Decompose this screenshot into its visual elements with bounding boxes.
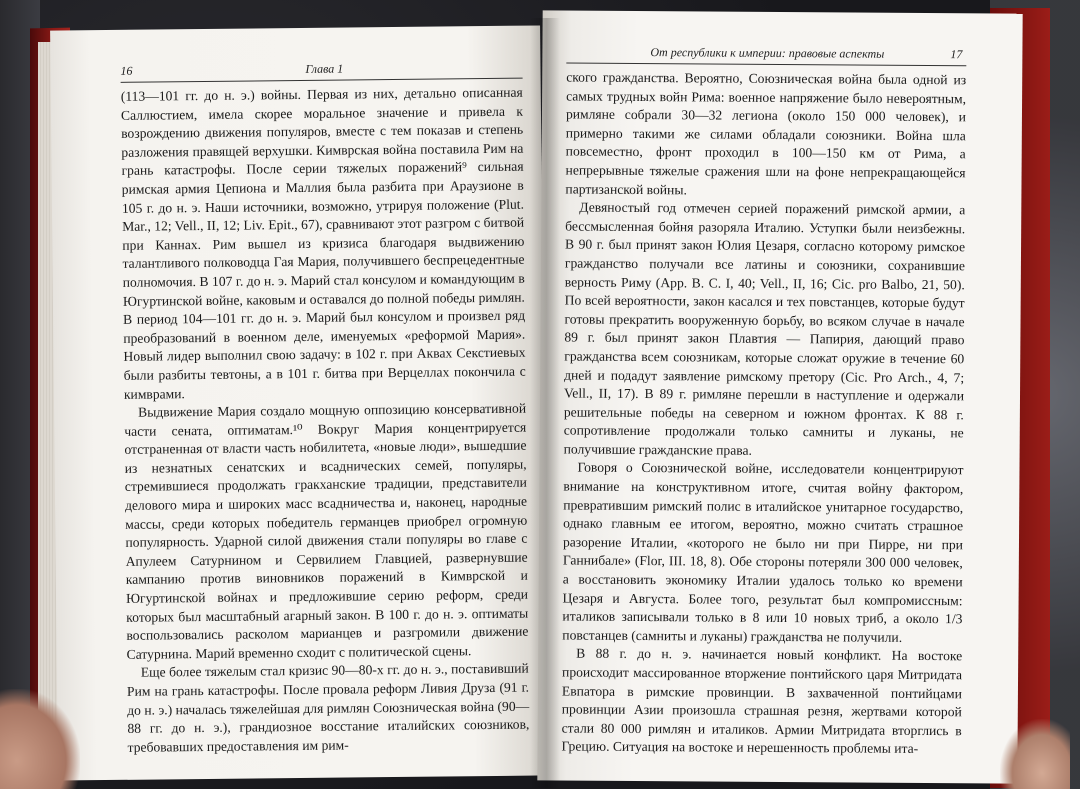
- right-text-block: [561, 69, 966, 760]
- left-running-title: Глава 1: [305, 61, 344, 76]
- left-paragraph-2: Выдвижение Мария создало мощную оппозицию консервативной части сената, оптиматам.¹⁰ Вокруг Мария концентрируется отстраненная от власти часть нобилитета, «новые люди», вышедшие из незнатных сенатских и всаднических семей, популяры, стремившиеся продолжать гракханские традиции, представители делового мира и широких масс всадничества и, наконец, народные массы, среди которых победитель германцев приобрел огромную популярность. Ударной силой движения стали популяры во главе с Апулеем Сатурнином и Сервилием Главцией, развернувшие кампанию против виновников поражений в Кимврской и Югуртинской войнах и предложившие серию реформ, среди которых был масштабный агарный закон. В 100 г. до н. э. оптиматы воспользовались расколом марианцев и разгромили движение Сатурнина. Марий временно сходит с политической сцены.: [124, 400, 529, 662]
- left-text-block: [121, 84, 530, 758]
- left-paragraph-3: Еще более тяжелым стал кризис 90—80-х гг. до н. э., поставивший Рим на грань катастрофы. После провала реформ Ливия Друза (91 г. до н. э.) началась тяжелейшая для римлян Союзническая война (90—88 гг. до н. э.), грандиозное восстание италийских союзников, требовавших предоставления им рим-: [126, 661, 530, 755]
- left-page-number: 16: [120, 63, 133, 78]
- left-header-rule: [121, 78, 523, 83]
- right-page-number: 17: [950, 47, 963, 62]
- open-book: [30, 8, 1040, 787]
- right-paragraph-1: ского гражданства. Вероятно, Союзническая война была одной из самых трудных войн Рима: военное напряжение было невероятным, римляне собрали 30—32 легиона (около 150 000 человек), и примерно такими же силами обладали союзники. Война шла повсеместно, фронт проходил в 100—150 км от Рима, а непрерывные тяжелые сражения шли на фоне непрекращающейся партизанской войны.: [565, 69, 967, 197]
- right-header-rule: [566, 63, 966, 67]
- right-running-title: От республики к империи: правовые аспекты: [650, 45, 885, 61]
- right-page: [537, 10, 1022, 783]
- left-paragraph-1: (113—101 гг. до н. э.) войны. Первая из них, детально описанная Саллюстием, имела скорее моральное значение и привела к возрождению движения популяров, вместе с тем показав и степень разложения правящей верхушки. Кимврская война поставила Рим на грань катастрофы. После серии тяжелых поражений⁹ сильная римская армия Цепиона и Маллия была разбита при Араузионе в 105 г. до н. э. Наши источники, возможно, утрируя положение (Plut. Mar., 12; Vell., II, 12; Liv. Epit., 67), сравнивают этот разгром с битвой при Каннах. Рим вышел из кризиса благодаря выдвижению талантливого полководца Гая Мария, получившего беспрецедентные полномочия. В 107 г. до н. э. Марий стал консулом и командующим в Югуртинской войне, каковым и оставался до полной победы римлян. В период 104—101 гг. до н. э. Марий был консулом и произвел ряд преобразований в военном деле, именуемых «реформой Мария». Новый лидер выполнил свою задачу: в 102 г. при Аквах Секстиевых были разбиты тевтоны, а в 101 г. битва при Верцеллах покончила с кимврами.: [120, 84, 526, 402]
- left-page: [50, 25, 548, 780]
- right-paragraph-2: Девяностый год отмечен серией поражений римской армии, а бессмысленная бойня разоряла Италию. Уступки были неизбежны. В 90 г. был принят закон Юлия Цезаря, согласно которому римское гражданство получали все латины и союзники, сохранившие верность Риму (App. B. C. I, 40; Vell., II, 16; Cic. pro Balbo, 21, 50). По всей вероятности, закон касался и тех повстанцев, которые будут готовы прекратить вооруженную борьбу, во всяком случае в начале 89 г. был принят закон Плавтия — Папирия, дающий право гражданства всем союзникам, которые сложат оружие в течение 60 дней и подадут заявление римскому претору (Cic. Pro Arch., 4, 7; Vell., II, 17). В 89 г. римляне перешли в наступление и одержали решительные победы на северном и южном фронтах. К 88 г. сопротивление продолжали только самниты и луканы, не получившие гражданские права.: [563, 199, 966, 458]
- book-gutter-shadow: [530, 18, 560, 788]
- right-hand-thumb: [1000, 719, 1070, 789]
- right-paragraph-3: Говоря о Союзнической войне, исследователи концентрируют внимание на конструктивном итоге, считая войну фактором, превратившим римский полис в италийское унитарное государство, однако главным ее итогом, вероятно, можно считать страшное разорение Италии, «которого не было ни при Пирре, ни при Ганнибале» (Flor, III. 18, 8). Обе стороны потеряли 300 000 человек, а восстановить экономику Италии удалось только ко времени Цезаря и Августа. Более того, результат был компромиссным: италиков записывали только в 8 или 10 новых триб, а около 1/3 повстанцев (самниты и луканы) гражданства не получили.: [562, 460, 964, 645]
- left-hand-thumb: [0, 689, 80, 789]
- right-paragraph-4: В 88 г. до н. э. начинается новый конфликт. На востоке происходит массированное вторжение понтийского царя Митридата Евпатора в римские провинции. В захваченной понтийцами провинции Азии произошла страшная резня, жертвами которой стали 80 000 римлян и италиков. Армии Митридата вторглись в Грецию. Ситуация на востоке и нерешенность проблемы ита-: [561, 645, 963, 757]
